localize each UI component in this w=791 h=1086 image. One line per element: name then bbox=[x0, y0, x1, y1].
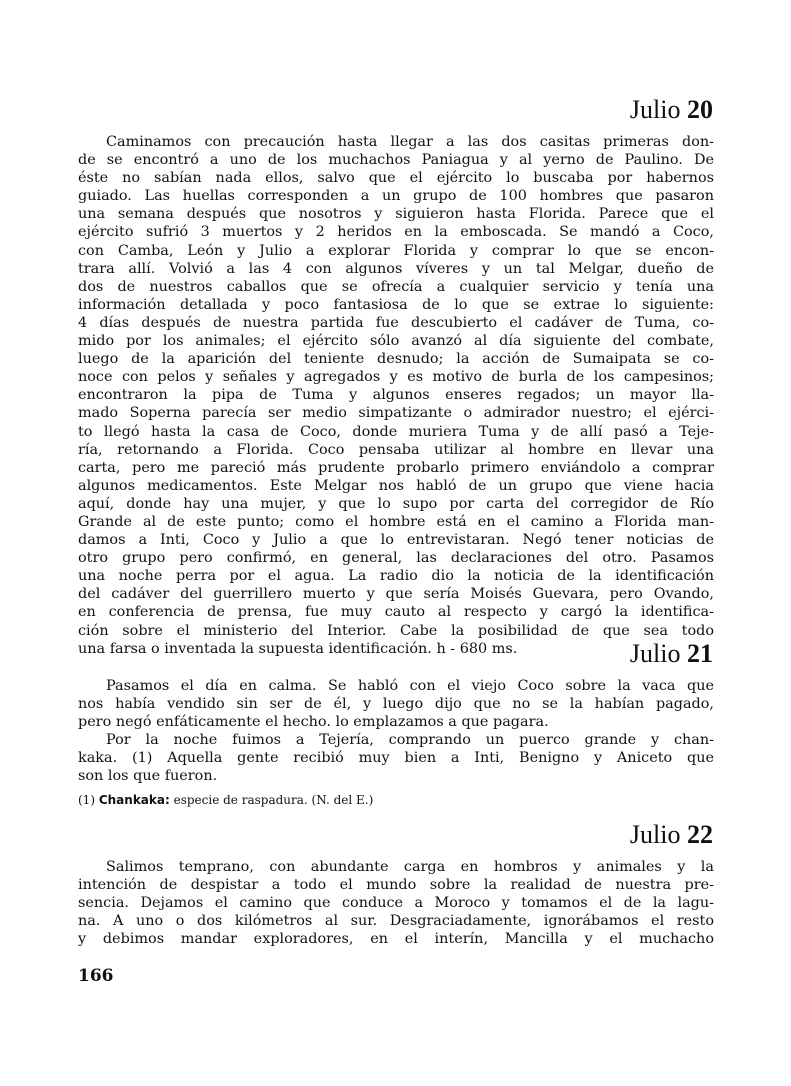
heading-month: Julio bbox=[629, 639, 681, 668]
text-line: en conferencia de prensa, fue muy cauto al respecto y cargó la identifica- bbox=[78, 604, 714, 621]
text-line: una semana después que nosotros y siguieron hasta Florida. Parece que el bbox=[78, 206, 714, 223]
entry-body-julio-20 bbox=[78, 133, 714, 658]
text-line: con Camba, León y Julio a explorar Florida y comprar lo que se encon- bbox=[78, 242, 714, 259]
text-line: Pasamos el día en calma. Se habló con el viejo Coco sobre la vaca que bbox=[106, 678, 714, 694]
text-line: Grande al de este punto; como el hombre está en el camino a Florida man- bbox=[78, 513, 714, 530]
text-line: mido por los animales; el ejército sólo avanzó al día siguiente del combate, bbox=[78, 333, 714, 350]
footnote bbox=[78, 792, 373, 808]
footnote-text: especie de raspadura. (N. del E.) bbox=[173, 793, 374, 807]
text-line: y debimos mandar exploradores, en el interín, Mancilla y el muchacho bbox=[78, 931, 714, 948]
text-line: Por la noche fuimos a Tejería, comprando un puerco grande y chan- bbox=[106, 732, 714, 749]
entry-heading-julio-21 bbox=[630, 639, 713, 669]
text-line: Caminamos con precaución hasta llegar a las dos casitas primeras don- bbox=[106, 134, 714, 150]
text-line: una farsa o inventada la supuesta identificación. h - 680 ms. bbox=[78, 640, 518, 657]
text-line: dos de nuestros caballos que se ofrecía a cualquier servicio y tenía una bbox=[78, 278, 714, 295]
text-line: to llegó hasta la casa de Coco, donde muriera Tuma y de allí pasó a Teje- bbox=[78, 423, 714, 440]
text-line: ejército sufrió 3 muertos y 2 heridos en la emboscada. Se mandó a Coco, bbox=[78, 224, 714, 241]
text-line: noce con pelos y señales y agregados y es motivo de burla de los campesinos; bbox=[78, 369, 714, 386]
text-line: damos a Inti, Coco y Julio a que lo entrevistaran. Negó tener noticias de bbox=[78, 532, 714, 549]
text-line: de se encontró a uno de los muchachos Paniagua y al yerno de Paulino. De bbox=[78, 152, 714, 169]
text-line: pero negó enfáticamente el hecho. lo emplazamos a que pagara. bbox=[78, 714, 549, 731]
heading-month: Julio bbox=[629, 820, 681, 849]
text-line: kaka. (1) Aquella gente recibió muy bien a Inti, Benigno y Aniceto que bbox=[78, 750, 714, 767]
text-line: nos había vendido sin ser de él, y luego dijo que no se la habían pagado, bbox=[78, 696, 714, 713]
text-line: guiado. Las huellas corresponden a un grupo de 100 hombres que pasaron bbox=[78, 188, 714, 205]
text-line: algunos medicamentos. Este Melgar nos habló de un grupo que viene hacia bbox=[78, 477, 714, 494]
text-line: aquí, donde hay una mujer, y que lo supo por carta del corregidor de Río bbox=[78, 495, 714, 512]
text-line: Salimos temprano, con abundante carga en hombros y animales y la bbox=[106, 859, 714, 875]
text-line: del cadáver del guerrillero muerto y que sería Moisés Guevara, pero Ovando, bbox=[78, 586, 714, 603]
entry-heading-julio-22 bbox=[630, 820, 713, 850]
text-line: ción sobre el ministerio del Interior. Cabe la posibilidad de que sea todo bbox=[78, 622, 714, 639]
text-line: otro grupo pero confirmó, en general, las declaraciones del otro. Pasamos bbox=[78, 550, 714, 567]
entry-body-julio-21 bbox=[78, 677, 714, 786]
entry-heading-julio-20 bbox=[630, 95, 713, 125]
text-line: son los que fueron. bbox=[78, 768, 218, 785]
entry-body-julio-22 bbox=[78, 858, 714, 948]
footnote-marker: (1) bbox=[78, 793, 95, 807]
text-line: una noche perra por el agua. La radio dio la noticia de la identificación bbox=[78, 568, 714, 585]
heading-month: Julio bbox=[629, 95, 681, 124]
text-line: trara allí. Volvió a las 4 con algunos víveres y un tal Melgar, dueño de bbox=[78, 260, 714, 277]
text-line: encontraron la pipa de Tuma y algunos enseres regados; un mayor lla- bbox=[78, 387, 714, 404]
text-line: carta, pero me pareció más prudente probarlo primero enviándolo a comprar bbox=[78, 459, 714, 476]
text-line: intención de despistar a todo el mundo sobre la realidad de nuestra pre- bbox=[78, 877, 714, 894]
footnote-term: Chankaka: bbox=[98, 793, 170, 807]
text-line: luego de la aparición del teniente desnudo; la acción de Sumaipata se co- bbox=[78, 351, 714, 368]
text-line: na. A uno o dos kilómetros al sur. Desgraciadamente, ignorábamos el resto bbox=[78, 913, 714, 930]
text-line: mado Soperna parecía ser medio simpatizante o admirador nuestro; el ejérci- bbox=[78, 405, 714, 422]
text-line: sencia. Dejamos el camino que conduce a Moroco y tomamos el de la lagu- bbox=[78, 895, 714, 912]
text-line: 4 días después de nuestra partida fue descubierto el cadáver de Tuma, co- bbox=[78, 314, 714, 331]
text-line: información detallada y poco fantasiosa de lo que se extrae lo siguiente: bbox=[78, 296, 714, 313]
text-line: ría, retornando a Florida. Coco pensaba utilizar al hombre en llevar una bbox=[78, 441, 714, 458]
heading-day: 21 bbox=[687, 639, 713, 668]
text-line: éste no sabían nada ellos, salvo que el ejército lo buscaba por habernos bbox=[78, 170, 714, 187]
heading-day: 22 bbox=[687, 820, 713, 849]
heading-day: 20 bbox=[687, 95, 713, 124]
page-number: 166 bbox=[78, 966, 114, 986]
